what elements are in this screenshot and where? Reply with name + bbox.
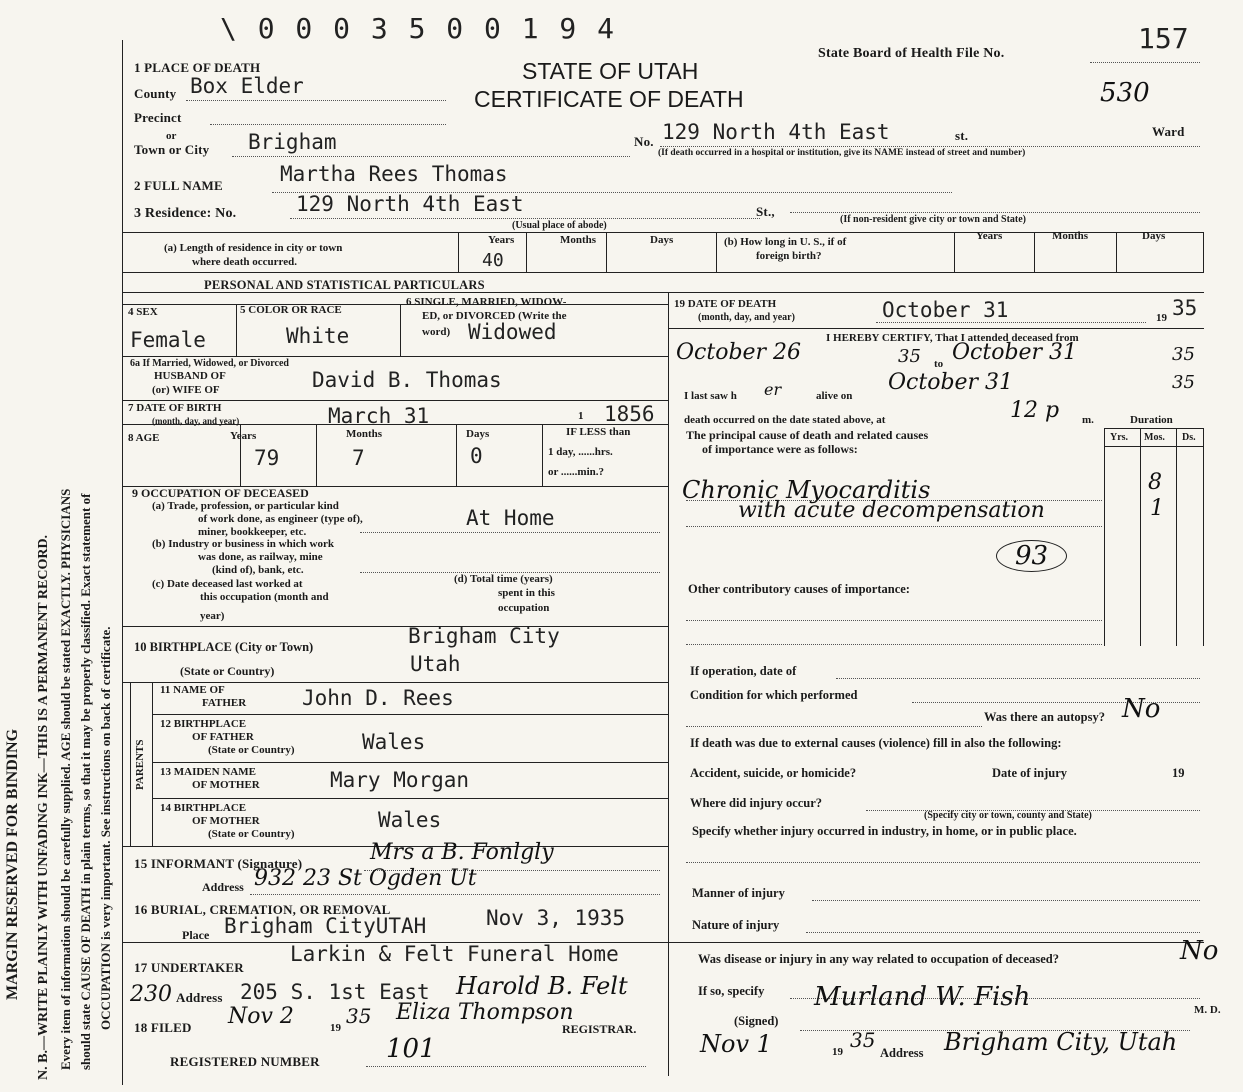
town-label: Town or City bbox=[134, 142, 210, 157]
mother-label-1: 13 MAIDEN NAME bbox=[160, 766, 256, 778]
attended-to-year: 35 bbox=[1172, 344, 1195, 365]
attended-to: October 31 bbox=[952, 340, 1078, 365]
residence-st-label: St., bbox=[756, 204, 775, 219]
fbirth-label-2: OF FATHER bbox=[192, 731, 254, 743]
dob-year: 1856 bbox=[604, 402, 655, 426]
filed-label: 18 FILED bbox=[134, 1020, 192, 1035]
mother-label-2: OF MOTHER bbox=[192, 779, 260, 791]
marital-label-2: ED, or DIVORCED (Write the bbox=[422, 310, 567, 322]
specify-injury-label: Specify whether injury occurred in industry, in home, or in public place. bbox=[692, 824, 1077, 838]
us-years-header: Years bbox=[976, 230, 1003, 242]
street-value: 129 North 4th East bbox=[662, 120, 890, 144]
where-note: (Specify city or town, county and State) bbox=[924, 810, 1092, 821]
sex-value: Female bbox=[130, 328, 206, 352]
condition-label: Condition for which performed bbox=[690, 688, 858, 702]
filed-date: Nov 2 bbox=[228, 1004, 294, 1029]
undertaker-signature: Harold B. Felt bbox=[456, 972, 628, 1000]
manner-label: Manner of injury bbox=[692, 886, 785, 900]
informant-address-label: Address bbox=[202, 880, 244, 894]
age-label: 8 AGE bbox=[128, 432, 160, 444]
external-causes-label: If death was due to external causes (violence) fill in also the following: bbox=[690, 736, 1062, 750]
or-label: or bbox=[166, 130, 177, 142]
physician-signature: Murland W. Fish bbox=[814, 982, 1031, 1012]
informant-label: 15 INFORMANT (Signature) bbox=[134, 856, 303, 871]
filed-year-prefix: 19 bbox=[330, 1022, 341, 1034]
dob-month-day: March 31 bbox=[328, 404, 430, 428]
signed-label: (Signed) bbox=[734, 1014, 779, 1028]
fbirth-label-3: (State or Country) bbox=[208, 744, 295, 756]
physician-address-label: Address bbox=[880, 1046, 924, 1060]
attended-from: October 26 bbox=[676, 340, 802, 365]
principal-cause-2: of importance were as follows: bbox=[702, 442, 858, 456]
age-months-header: Months bbox=[346, 428, 383, 440]
length-residence-label-2: where death occurred. bbox=[192, 256, 297, 268]
age-years: 79 bbox=[254, 446, 280, 470]
occ-b-2: was done, as railway, mine bbox=[198, 551, 323, 563]
precinct-label: Precinct bbox=[134, 110, 182, 125]
undertaker-number: 230 bbox=[130, 982, 172, 1007]
usual-abode-note: (Usual place of abode) bbox=[512, 220, 607, 231]
occupation-value: At Home bbox=[466, 506, 555, 530]
age-days: 0 bbox=[470, 444, 483, 468]
months-header: Months bbox=[560, 234, 597, 246]
attended-from-year: 35 bbox=[898, 346, 921, 367]
occ-c-3: year) bbox=[200, 610, 225, 622]
cause-1: Chronic Myocarditis bbox=[682, 476, 931, 504]
accident-label: Accident, suicide, or homicide? bbox=[690, 766, 857, 780]
burial-place-label: Place bbox=[182, 928, 210, 942]
cause-1-months: 8 bbox=[1148, 470, 1162, 495]
marital-label-3: word) bbox=[422, 326, 451, 338]
st-label: st. bbox=[955, 128, 969, 143]
sex-label: 4 SEX bbox=[128, 306, 158, 318]
registrar-label: REGISTRAR. bbox=[562, 1022, 637, 1036]
signed-year: 35 bbox=[850, 1028, 876, 1052]
occ-disease-label: Was disease or injury in any way related to occupation of deceased? bbox=[698, 952, 1059, 966]
less-than-3: or ......min.? bbox=[548, 466, 605, 478]
registered-number-label: REGISTERED NUMBER bbox=[170, 1054, 320, 1069]
yrs-header: Yrs. bbox=[1110, 432, 1129, 443]
years-header: Years bbox=[488, 234, 515, 246]
spouse-label-3: (or) WIFE OF bbox=[152, 384, 220, 396]
occ-b-3: (kind of), bank, etc. bbox=[212, 564, 304, 576]
burial-date: Nov 3, 1935 bbox=[486, 906, 626, 930]
registrar-signature: Eliza Thompson bbox=[396, 1000, 574, 1025]
registered-number: 101 bbox=[386, 1034, 436, 1064]
color-value: White bbox=[286, 324, 350, 348]
physician-address: Brigham City, Utah bbox=[944, 1028, 1178, 1056]
instruction-line-4: OCCUPATION is very important. See instructions on back of certificate. bbox=[98, 626, 113, 1030]
certify-label: I HEREBY CERTIFY, That I attended deceased from bbox=[826, 332, 1079, 344]
last-saw-date: October 31 bbox=[888, 370, 1014, 395]
last-saw-label: I last saw h bbox=[684, 390, 737, 402]
street-no-label: No. bbox=[634, 134, 654, 149]
signed-date: Nov 1 bbox=[700, 1030, 772, 1058]
cause-2: with acute decompensation bbox=[738, 498, 1045, 523]
mbirth-label-2: OF MOTHER bbox=[192, 815, 260, 827]
handwritten-number: 530 bbox=[1100, 78, 1150, 108]
occupation-label: 9 OCCUPATION OF DECEASED bbox=[132, 486, 309, 500]
marital-label-1: 6 SINGLE, MARRIED, WIDOW- bbox=[406, 296, 567, 308]
undertaker-address-label: Address bbox=[176, 990, 223, 1005]
death-year: 35 bbox=[1172, 296, 1198, 320]
ward-label: Ward bbox=[1152, 124, 1185, 139]
m-label: m. bbox=[1082, 414, 1094, 426]
signed-year-prefix: 19 bbox=[832, 1046, 843, 1058]
us-label-1: (b) How long in U. S., if of bbox=[724, 236, 847, 248]
color-label: 5 COLOR OR RACE bbox=[240, 304, 342, 316]
cause-code: 93 bbox=[996, 540, 1067, 572]
mbirth-label-3: (State or Country) bbox=[208, 828, 295, 840]
county-value: Box Elder bbox=[190, 74, 304, 98]
occ-c-2: this occupation (month and bbox=[200, 591, 329, 603]
instruction-line-1: N. B.—WRITE PLAINLY WITH UNFADING INK—THIS IS A PERMANENT RECORD. bbox=[36, 534, 51, 1080]
less-than-2: 1 day, ......hrs. bbox=[548, 446, 613, 458]
spouse-value: David B. Thomas bbox=[312, 368, 502, 392]
death-date-label-1: 19 DATE OF DEATH bbox=[674, 298, 777, 310]
mos-header: Mos. bbox=[1144, 432, 1165, 443]
other-causes-label: Other contributory causes of importance: bbox=[688, 582, 910, 596]
birthplace-label: 10 BIRTHPLACE (City or Town) bbox=[134, 640, 314, 654]
burial-label: 16 BURIAL, CREMATION, OR REMOVAL bbox=[134, 902, 391, 917]
death-date-label-2: (month, day, and year) bbox=[698, 312, 795, 323]
operation-label: If operation, date of bbox=[690, 664, 797, 678]
birthplace-state: Utah bbox=[410, 652, 461, 676]
burial-place: Brigham CityUTAH bbox=[224, 914, 427, 938]
nature-label: Nature of injury bbox=[692, 918, 780, 932]
instruction-line-3: should state CAUSE OF DEATH in plain terms, so that it may be properly classified. Exact statement of bbox=[78, 493, 93, 1070]
father-label-2: FATHER bbox=[202, 697, 247, 709]
occ-d-3: occupation bbox=[498, 602, 550, 614]
file-label: State Board of Health File No. bbox=[818, 46, 1005, 61]
us-months-header: Months bbox=[1052, 230, 1089, 242]
personal-header: PERSONAL AND STATISTICAL PARTICULARS bbox=[204, 278, 485, 292]
margin-reserved-text: MARGIN RESERVED FOR BINDING bbox=[4, 728, 21, 1000]
age-years-header: Years bbox=[230, 430, 257, 442]
residence-value: 129 North 4th East bbox=[296, 192, 524, 216]
informant-signature: Mrs a B. Fonlgly bbox=[370, 840, 554, 865]
father-name: John D. Rees bbox=[302, 686, 454, 710]
town-value: Brigham bbox=[248, 130, 337, 154]
filed-year: 35 bbox=[346, 1004, 372, 1028]
autopsy-label: Was there an autopsy? bbox=[984, 710, 1105, 724]
occ-a-1: (a) Trade, profession, or particular kind bbox=[152, 500, 339, 512]
occ-a-3: miner, bookkeeper, etc. bbox=[198, 526, 307, 538]
alive-on-label: alive on bbox=[816, 390, 853, 402]
last-saw-her: er bbox=[764, 380, 782, 399]
age-days-header: Days bbox=[466, 428, 490, 440]
mother-name: Mary Morgan bbox=[330, 768, 470, 792]
residence-label: 3 Residence: No. bbox=[134, 206, 237, 221]
us-label-2: foreign birth? bbox=[756, 250, 822, 262]
form-title-state: STATE OF UTAH bbox=[522, 58, 699, 84]
days-header: Days bbox=[650, 234, 674, 246]
dob-label-2: (month, day, and year) bbox=[152, 416, 240, 426]
place-of-death-label: 1 PLACE OF DEATH bbox=[134, 60, 261, 75]
mother-birthplace: Wales bbox=[378, 808, 442, 832]
spouse-label-2: HUSBAND OF bbox=[154, 370, 226, 382]
birthplace-city: Brigham City bbox=[408, 624, 560, 648]
occ-b-1: (b) Industry or business in which work bbox=[152, 538, 334, 550]
injury-year-prefix: 19 bbox=[1172, 766, 1185, 780]
full-name-value: Martha Rees Thomas bbox=[280, 162, 508, 186]
file-number: 157 bbox=[1138, 22, 1189, 55]
dob-label-1: 7 DATE OF BIRTH bbox=[128, 402, 222, 414]
informant-address: 932 23 St Ogden Ut bbox=[254, 866, 477, 891]
occ-a-2: of work done, as engineer (type of), bbox=[198, 513, 363, 525]
father-birthplace: Wales bbox=[362, 730, 426, 754]
age-months: 7 bbox=[352, 446, 365, 470]
injury-date-label: Date of injury bbox=[992, 766, 1067, 780]
occ-c-1: (c) Date deceased last worked at bbox=[152, 578, 303, 590]
attended-to-label: to bbox=[934, 358, 944, 370]
occ-d-1: (d) Total time (years) bbox=[454, 573, 553, 585]
fbirth-label-1: 12 BIRTHPLACE bbox=[160, 718, 247, 730]
dob-century: 1 bbox=[578, 410, 584, 422]
if-so-label: If so, specify bbox=[698, 984, 765, 998]
father-label-1: 11 NAME OF bbox=[160, 684, 225, 696]
parents-side-label: PARENTS bbox=[134, 739, 146, 790]
mbirth-label-1: 14 BIRTHPLACE bbox=[160, 802, 247, 814]
nonresident-note: (If non-resident give city or town and State) bbox=[840, 214, 1027, 225]
length-residence-label-1: (a) Length of residence in city or town bbox=[164, 242, 343, 254]
less-than-1: IF LESS than bbox=[566, 426, 631, 438]
death-date: October 31 bbox=[882, 298, 1009, 322]
occ-d-2: spent in this bbox=[498, 587, 555, 599]
principal-cause-1: The principal cause of death and related causes bbox=[686, 428, 929, 442]
undertaker-address: 205 S. 1st East bbox=[240, 980, 430, 1004]
form-title-certificate: CERTIFICATE OF DEATH bbox=[474, 86, 744, 112]
undertaker-label: 17 UNDERTAKER bbox=[134, 960, 244, 975]
death-year-prefix: 19 bbox=[1156, 312, 1167, 324]
full-name-label: 2 FULL NAME bbox=[134, 178, 223, 193]
undertaker-name: Larkin & Felt Funeral Home bbox=[290, 942, 619, 966]
death-occurred-label: death occurred on the date stated above, at bbox=[684, 414, 886, 426]
ds-header: Ds. bbox=[1182, 432, 1196, 443]
occ-disease-value: No bbox=[1180, 936, 1219, 966]
county-label: County bbox=[134, 86, 177, 101]
serial-number: \ 0 0 0 3 5 0 0 1 9 4 bbox=[220, 12, 617, 45]
instruction-line-2: Every item of information should be carefully supplied. AGE should be stated EXACTLY. PHYSICIANS bbox=[58, 488, 73, 1070]
marital-value: Widowed bbox=[468, 320, 557, 344]
us-days-header: Days bbox=[1142, 230, 1166, 242]
birthplace-state-label: (State or Country) bbox=[180, 664, 275, 678]
duration-label: Duration bbox=[1130, 414, 1173, 426]
last-saw-year: 35 bbox=[1172, 372, 1195, 393]
cause-2-months: 1 bbox=[1150, 496, 1164, 521]
where-injury-label: Where did injury occur? bbox=[690, 796, 823, 810]
hospital-note: (If death occurred in a hospital or institution, give its NAME instead of street and number) bbox=[658, 148, 1026, 158]
residence-years: 40 bbox=[482, 250, 504, 271]
autopsy-value: No bbox=[1122, 694, 1161, 724]
md-label: M. D. bbox=[1194, 1004, 1221, 1016]
death-time: 12 p bbox=[1010, 398, 1060, 423]
spouse-label-1: 6a If Married, Widowed, or Divorced bbox=[130, 358, 289, 369]
